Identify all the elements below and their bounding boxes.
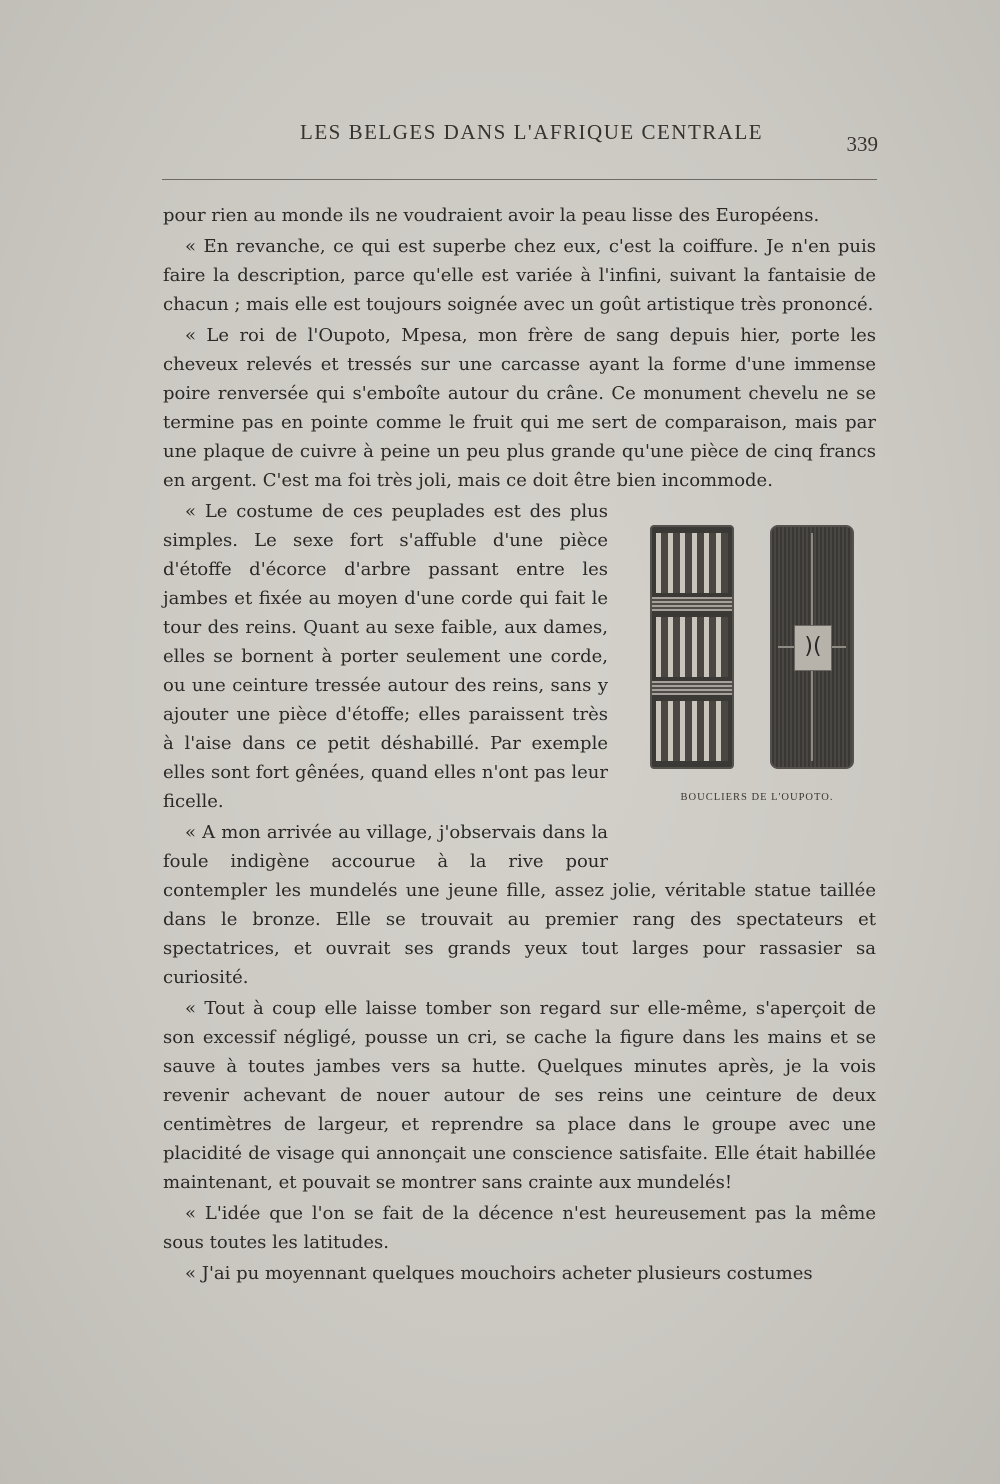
body-text	[163, 201, 876, 1290]
paragraph-4: « Le costume de ces peuplades est des plus simples. Le sexe fort s'affuble d'une pièce d'étoffe d'écorce d'arbre passant entre les jambes et fixée au moyen d'une corde qui fait le tour des reins. Quant au sexe faible, aux dames, elles se bornent à porter seulement une corde, ou une ceinture tressée autour des reins, sans y ajouter une pièce d'étoffe; elles paraissent très à l'aise dans ce petit déshabillé. Par exemple elles sont fort gênées, quand elles n'ont pas leur ficelle.	[163, 501, 608, 812]
woven-shield-image	[650, 525, 734, 769]
header-rule	[162, 179, 877, 180]
paragraph-2: « En revanche, ce qui est superbe chez eux, c'est la coiffure. Je n'en puis faire la description, parce qu'elle est variée à l'infini, suivant la fantaisie de chacun ; mais elle est toujours soignée avec un goût artistique très prononcé.	[163, 236, 876, 315]
running-title: LES BELGES DANS L'AFRIQUE CENTRALE	[300, 120, 764, 144]
paragraph-3: « Le roi de l'Oupoto, Mpesa, mon frère de sang depuis hier, porte les cheveux relevés et tressés sur une carcasse ayant la forme d'une immense poire renversée qui s'emboîte autour du crâne. Ce monument chevelu ne se termine pas en pointe comme le fruit qui me sert de comparaison, mais par une plaque de cuivre à peine un peu plus grande qu'une pièce de cinq francs en argent. C'est ma foi très joli, mais ce doit être bien incommode.	[163, 325, 876, 491]
paragraph-8: « J'ai pu moyennant quelques mouchoirs acheter plusieurs costumes	[185, 1263, 813, 1284]
paragraph-1: pour rien au monde ils ne voudraient avoir la peau lisse des Européens.	[163, 205, 820, 226]
paragraph-7: « L'idée que l'on se fait de la décence n'est heureusement pas la même sous toutes les latitudes.	[163, 1203, 876, 1253]
boss-glyph: )(	[804, 634, 822, 659]
boss-shield-image	[770, 525, 854, 769]
paragraph-6: « Tout à coup elle laisse tomber son regard sur elle-même, s'aperçoit de son excessif négligé, pousse un cri, se cache la figure dans les mains et se sauve à toutes jambes vers sa hutte. Quelques minutes après, je la vois revenir achevant de nouer autour de ses reins une ceinture de deux centimètres de largeur, et reprendre sa place dans le groupe avec une placidité de visage qui annonçait une conscience satisfaite. Elle était habillée maintenant, et pouvait se montrer sans crainte aux mundelés!	[163, 998, 876, 1193]
page-number: 339	[846, 132, 878, 156]
paragraph-5: « A mon arrivée au village, j'observais dans la foule indigène accourue à la rive pour contempler les mundelés une jeune fille, assez jolie, véritable statue taillée dans le bronze. Elle se trouvait au premier rang des spectateurs et spectatrices, et ouvrait ses grands yeux tout larges pour rassasier sa curiosité.	[163, 822, 876, 988]
figure-caption: BOUCLIERS DE L'OUPOTO.	[680, 792, 834, 803]
page-header	[160, 120, 880, 156]
shields-illustration	[638, 517, 876, 847]
shield-boss	[794, 625, 832, 671]
